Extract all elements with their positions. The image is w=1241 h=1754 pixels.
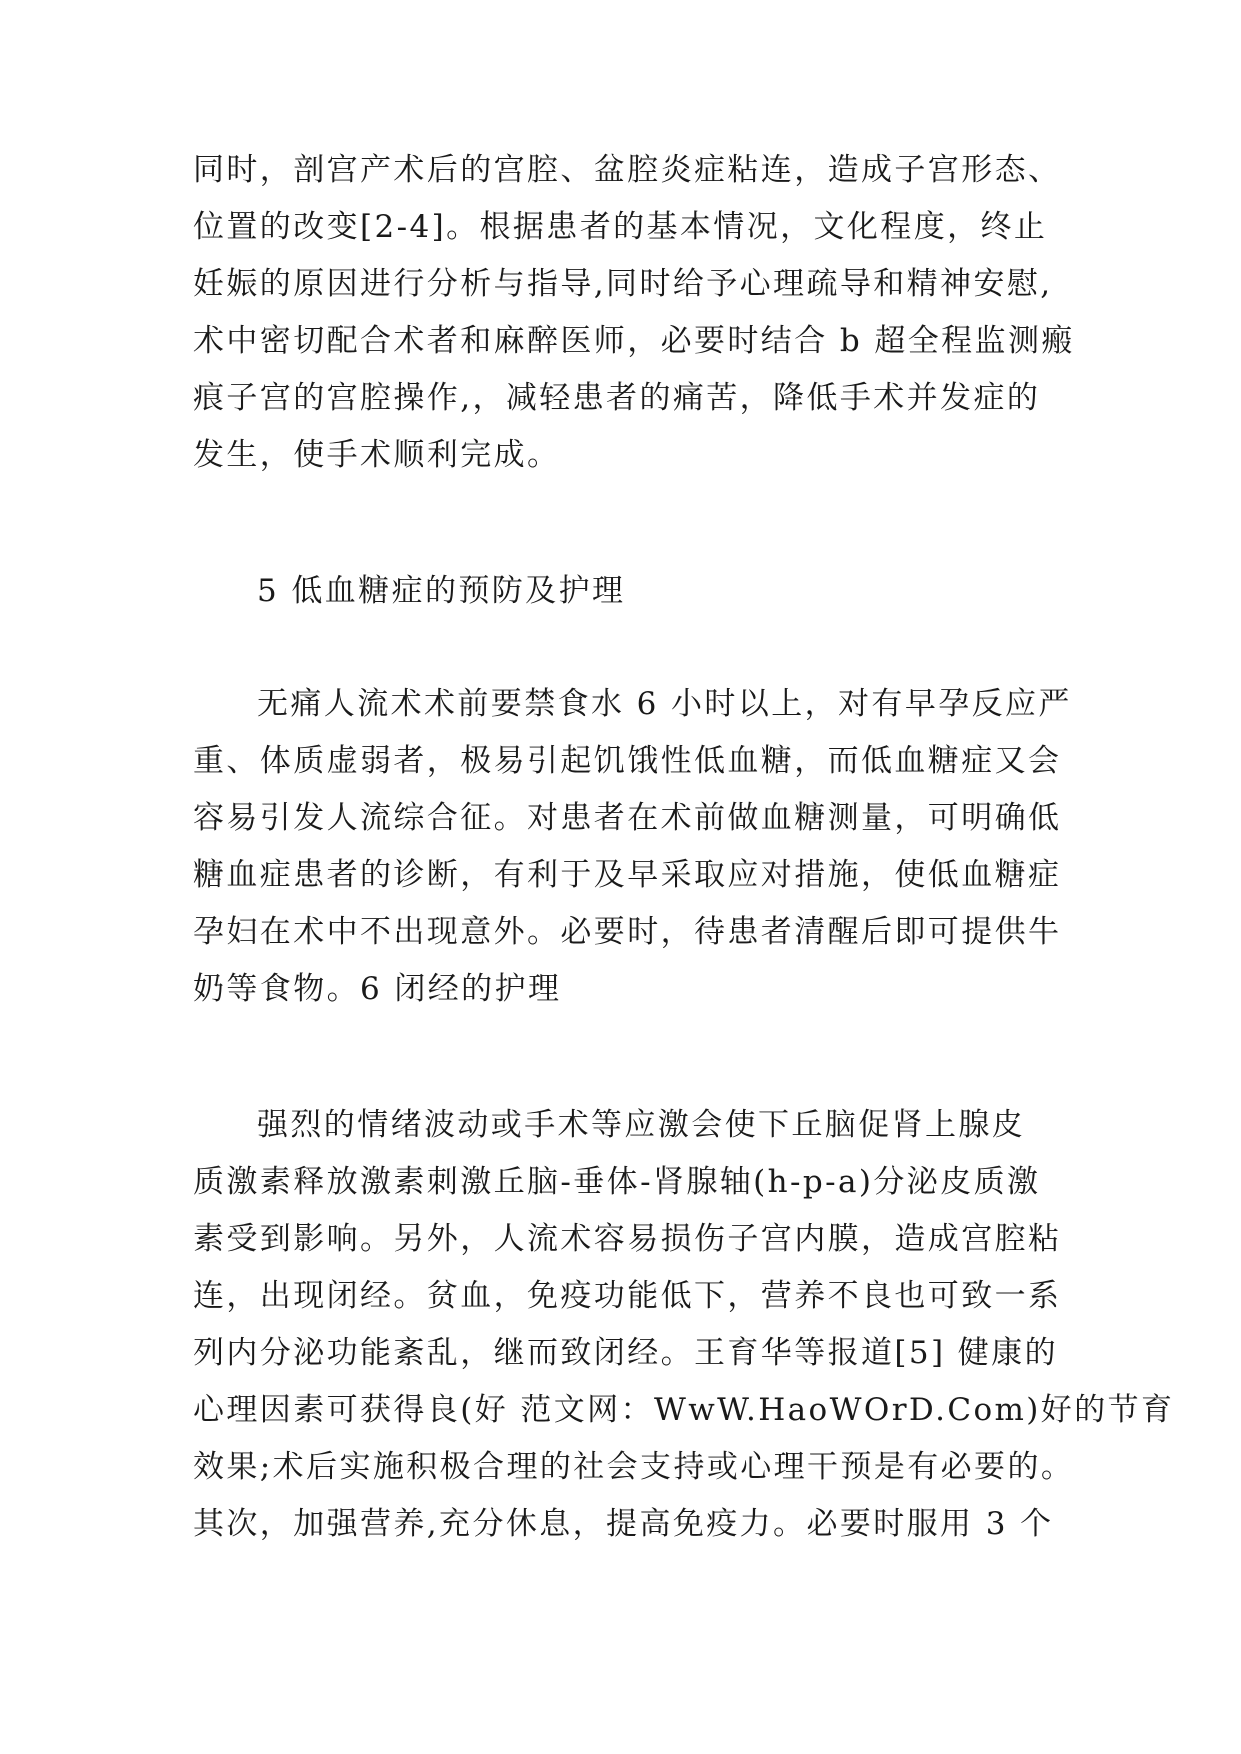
paragraph-3 — [193, 1097, 1175, 1553]
text-line: 心理因素可获得良(好 范文网：WwW.HaoWOrD.Com)好的节育 — [193, 1392, 1175, 1428]
text-line: 同时，剖宫产术后的宫腔、盆腔炎症粘连，造成子宫形态、 — [193, 152, 1062, 188]
paragraph-2 — [193, 676, 1093, 1018]
text-line: 妊娠的原因进行分析与指导,同时给予心理疏导和精神安慰, — [193, 266, 1053, 302]
text-line: 术中密切配合术者和麻醉医师，必要时结合 b 超全程监测瘢 — [193, 323, 1075, 359]
text-line: 重、体质虚弱者，极易引起饥饿性低血糖，而低血糖症又会 — [193, 743, 1062, 779]
text-line: 连，出现闭经。贫血，免疫功能低下，营养不良也可致一系 — [193, 1278, 1062, 1314]
text-line: 位置的改变[2-4]。根据患者的基本情况，文化程度，终止 — [193, 209, 1048, 245]
text-line: 痕子宫的宫腔操作,，减轻患者的痛苦，降低手术并发症的 — [193, 380, 1041, 416]
text-line: 发生，使手术顺利完成。 — [193, 437, 561, 473]
section-heading-5 — [193, 563, 1093, 620]
section-heading: 5 低血糖症的预防及护理 — [257, 573, 626, 609]
text-line: 其次，加强营养,充分休息，提高免疫力。必要时服用 3 个 — [193, 1506, 1054, 1542]
text-line: 奶等食物。6 闭经的护理 — [193, 971, 562, 1007]
text-line: 强烈的情绪波动或手术等应激会使下丘脑促肾上腺皮 — [257, 1107, 1026, 1143]
text-line: 列内分泌功能紊乱，继而致闭经。王育华等报道[5] 健康的 — [193, 1335, 1058, 1371]
paragraph-1 — [193, 142, 1093, 484]
text-line: 素受到影响。另外，人流术容易损伤子宫内膜，造成宫腔粘 — [193, 1221, 1062, 1257]
text-line: 无痛人流术术前要禁食水 6 小时以上，对有早孕反应严 — [257, 686, 1072, 722]
text-line: 容易引发人流综合征。对患者在术前做血糖测量，可明确低 — [193, 800, 1062, 836]
text-line: 质激素释放激素刺激丘脑-垂体-肾腺轴(h-p-a)分泌皮质激 — [193, 1164, 1041, 1200]
text-line: 糖血症患者的诊断，有利于及早采取应对措施，使低血糖症 — [193, 857, 1062, 893]
text-line: 效果;术后实施积极合理的社会支持或心理干预是有必要的。 — [193, 1449, 1075, 1485]
text-line: 孕妇在术中不出现意外。必要时，待患者清醒后即可提供牛 — [193, 914, 1062, 950]
